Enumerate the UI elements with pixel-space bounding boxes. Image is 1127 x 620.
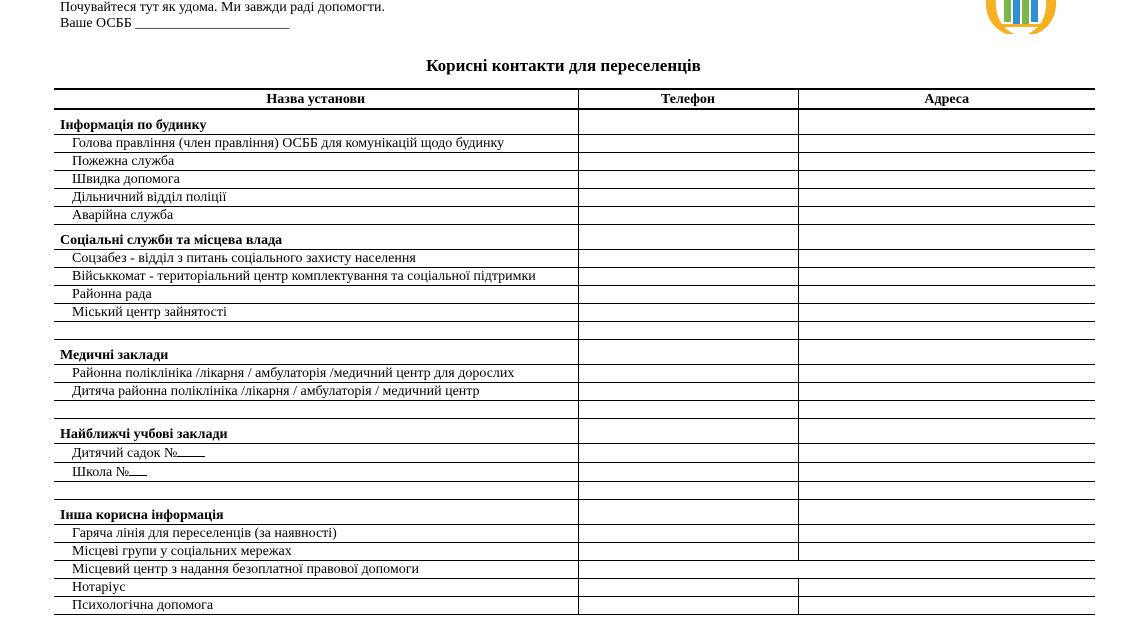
section-row [54, 340, 1095, 365]
institution-name [54, 463, 578, 482]
phone-cell[interactable] [578, 482, 798, 500]
header-address: Адреса [798, 89, 1095, 109]
phone-cell[interactable] [578, 365, 798, 383]
table-row [54, 365, 1095, 383]
section-title: Інша корисна інформація [54, 500, 578, 525]
institution-name: Психологічна допомога [54, 597, 578, 615]
address-cell[interactable] [798, 109, 1095, 135]
section-row [54, 419, 1095, 444]
institution-name: Аварійна служба [54, 207, 578, 225]
table-row [54, 171, 1095, 189]
section-row [54, 109, 1095, 135]
section-title: Найближчі учбові заклади [54, 419, 578, 444]
page-title: Корисні контакти для переселенців [426, 56, 701, 75]
phone-cell[interactable] [578, 207, 798, 225]
address-cell[interactable] [798, 268, 1095, 286]
table-row [54, 463, 1095, 482]
table-row [54, 135, 1095, 153]
table-row [54, 268, 1095, 286]
institution-name: Пожежна служба [54, 153, 578, 171]
phone-cell[interactable] [578, 189, 798, 207]
phone-address-cell[interactable] [578, 561, 1095, 579]
address-cell[interactable] [798, 597, 1095, 615]
address-cell[interactable] [798, 579, 1095, 597]
phone-cell[interactable] [578, 401, 798, 419]
address-cell[interactable] [798, 153, 1095, 171]
phone-cell[interactable] [578, 383, 798, 401]
phone-cell[interactable] [578, 322, 798, 340]
number-blank [177, 444, 205, 457]
table-row [54, 543, 1095, 561]
table-row [54, 444, 1095, 463]
phone-cell[interactable] [578, 225, 798, 250]
institution-name: Районна рада [54, 286, 578, 304]
institution-name: Нотаріус [54, 579, 578, 597]
address-cell[interactable] [798, 525, 1095, 543]
number-blank [129, 463, 147, 476]
phone-cell[interactable] [578, 579, 798, 597]
section-title: Медичні заклади [54, 340, 578, 365]
section-row [54, 225, 1095, 250]
table-row [54, 597, 1095, 615]
empty-row [54, 401, 1095, 419]
institution-name: Голова правління (член правління) ОСББ для комунікацій щодо будинку [54, 135, 578, 153]
table-row [54, 286, 1095, 304]
institution-name: Місцевий центр з надання безоплатної правової допомоги [54, 561, 578, 579]
table-header-row [54, 89, 1095, 109]
table-row [54, 207, 1095, 225]
phone-cell[interactable] [578, 135, 798, 153]
table-row [54, 153, 1095, 171]
phone-cell[interactable] [578, 304, 798, 322]
phone-cell[interactable] [578, 463, 798, 482]
header-phone: Телефон [578, 89, 798, 109]
address-cell[interactable] [798, 482, 1095, 500]
phone-cell[interactable] [578, 500, 798, 525]
institution-name: Гаряча лінія для переселенців (за наявності) [54, 525, 578, 543]
address-cell[interactable] [798, 340, 1095, 365]
address-cell[interactable] [798, 189, 1095, 207]
address-cell[interactable] [798, 444, 1095, 463]
address-cell[interactable] [798, 304, 1095, 322]
address-cell[interactable] [798, 500, 1095, 525]
address-cell[interactable] [798, 250, 1095, 268]
address-cell[interactable] [798, 401, 1095, 419]
contacts-table [54, 88, 1095, 615]
table-row [54, 561, 1095, 579]
address-cell[interactable] [798, 207, 1095, 225]
address-cell[interactable] [798, 463, 1095, 482]
institution-name [54, 444, 578, 463]
institution-name: Дільничний відділ поліції [54, 189, 578, 207]
section-title: Соціальні служби та місцева влада [54, 225, 578, 250]
table-row [54, 525, 1095, 543]
empty-cell [54, 401, 578, 419]
institution-name: Місцеві групи у соціальних мережах [54, 543, 578, 561]
institution-name: Міський центр зайнятості [54, 304, 578, 322]
table-row [54, 304, 1095, 322]
phone-cell[interactable] [578, 525, 798, 543]
phone-cell[interactable] [578, 268, 798, 286]
phone-cell[interactable] [578, 419, 798, 444]
phone-cell[interactable] [578, 597, 798, 615]
address-cell[interactable] [798, 543, 1095, 561]
table-row [54, 189, 1095, 207]
address-cell[interactable] [798, 322, 1095, 340]
institution-name: Дитяча районна поліклініка /лікарня / амбулаторія / медичний центр [54, 383, 578, 401]
phone-cell[interactable] [578, 250, 798, 268]
intro-line-2: Ваше ОСББ ______________________ [60, 16, 290, 31]
address-cell[interactable] [798, 225, 1095, 250]
phone-cell[interactable] [578, 444, 798, 463]
institution-name: Швидка допомога [54, 171, 578, 189]
address-cell[interactable] [798, 286, 1095, 304]
school-label: Школа № [72, 465, 130, 480]
table-row [54, 579, 1095, 597]
header-name: Назва установи [54, 89, 578, 109]
empty-row [54, 322, 1095, 340]
empty-row [54, 482, 1095, 500]
phone-cell[interactable] [578, 109, 798, 135]
institution-name: Районна поліклініка /лікарня / амбулаторія /медичний центр для дорослих [54, 365, 578, 383]
institution-name: Соцзабез - відділ з питань соціального захисту населення [54, 250, 578, 268]
phone-cell[interactable] [578, 171, 798, 189]
phone-cell[interactable] [578, 286, 798, 304]
osbb-logo-icon [980, 0, 1062, 38]
institution-name: Військкомат - територіальний центр комплектування та соціальної підтримки [54, 268, 578, 286]
empty-cell [54, 482, 578, 500]
address-cell[interactable] [798, 383, 1095, 401]
table-row [54, 383, 1095, 401]
section-title: Інформація по будинку [54, 109, 578, 135]
address-cell[interactable] [798, 171, 1095, 189]
address-cell[interactable] [798, 365, 1095, 383]
phone-cell[interactable] [578, 153, 798, 171]
table-row [54, 250, 1095, 268]
address-cell[interactable] [798, 135, 1095, 153]
intro-line-1: Почувайтеся тут як удома. Ми завжди раді допомогти. [60, 0, 385, 15]
phone-cell[interactable] [578, 543, 798, 561]
empty-cell [54, 322, 578, 340]
kindergarten-label: Дитячий садок № [72, 446, 178, 461]
address-cell[interactable] [798, 419, 1095, 444]
phone-cell[interactable] [578, 340, 798, 365]
section-row [54, 500, 1095, 525]
intro-text [60, 0, 385, 32]
